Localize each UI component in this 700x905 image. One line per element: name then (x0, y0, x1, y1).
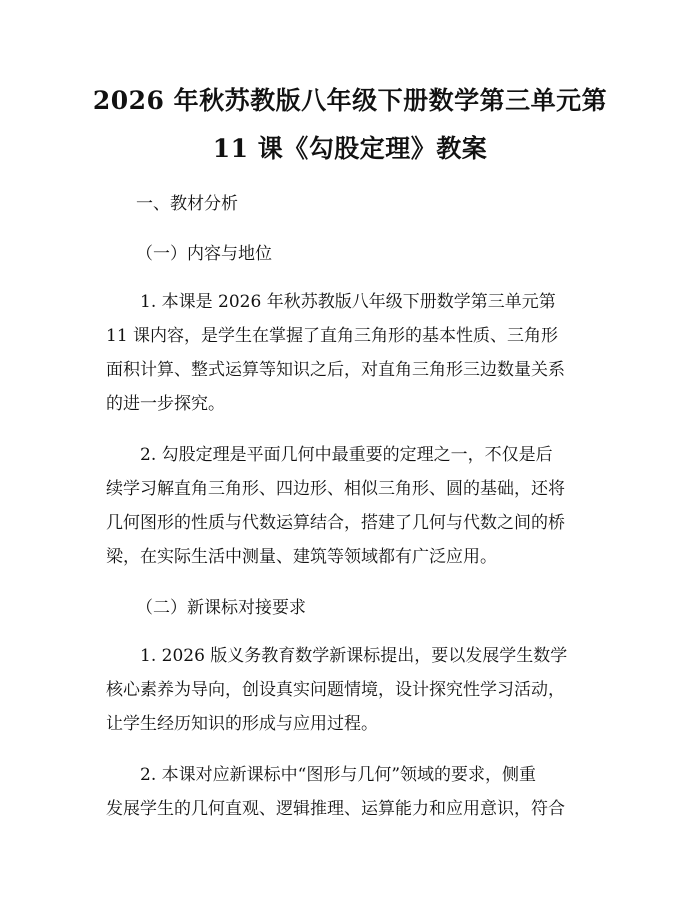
document-title-line-2: 11 课《勾股定理》教案 (212, 134, 488, 163)
subsection-heading-curriculum-standards: （二）新课标对接要求 (136, 598, 306, 618)
paragraph-line: 梁，在实际生活中测量、建筑等领域都有广泛应用。 (106, 547, 497, 567)
paragraph-line: 面积计算、整式运算等知识之后，对直角三角形三边数量关系 (106, 360, 565, 380)
paragraph-line: 让学生经历知识的形成与应用过程。 (106, 714, 378, 734)
document-title-line-1: 2026 年秋苏教版八年级下册数学第三单元第 (92, 86, 608, 115)
paragraph-line: 几何图形的性质与代数运算结合，搭建了几何与代数之间的桥 (106, 513, 565, 533)
paragraph-line: 续学习解直角三角形、四边形、相似三角形、圆的基础，还将 (106, 479, 565, 499)
paragraph-line: 核心素养为导向，创设真实问题情境，设计探究性学习活动， (106, 680, 565, 700)
paragraph-line: 1. 本课是 2026 年秋苏教版八年级下册数学第三单元第 (140, 292, 556, 312)
paragraph-line: 1. 2026 版义务教育数学新课标提出，要以发展学生数学 (140, 646, 568, 666)
paragraph-line: 的进一步探究。 (106, 394, 225, 414)
section-heading-textbook-analysis: 一、教材分析 (136, 194, 238, 214)
subsection-heading-content-position: （一）内容与地位 (136, 244, 272, 264)
paragraph-line: 2. 勾股定理是平面几何中最重要的定理之一，不仅是后 (140, 445, 553, 465)
paragraph-line: 发展学生的几何直观、逻辑推理、运算能力和应用意识，符合 (106, 799, 565, 819)
paragraph-line: 11 课内容，是学生在掌握了直角三角形的基本性质、三角形 (106, 326, 559, 346)
paragraph-line: 2. 本课对应新课标中“图形与几何”领域的要求，侧重 (140, 765, 537, 785)
